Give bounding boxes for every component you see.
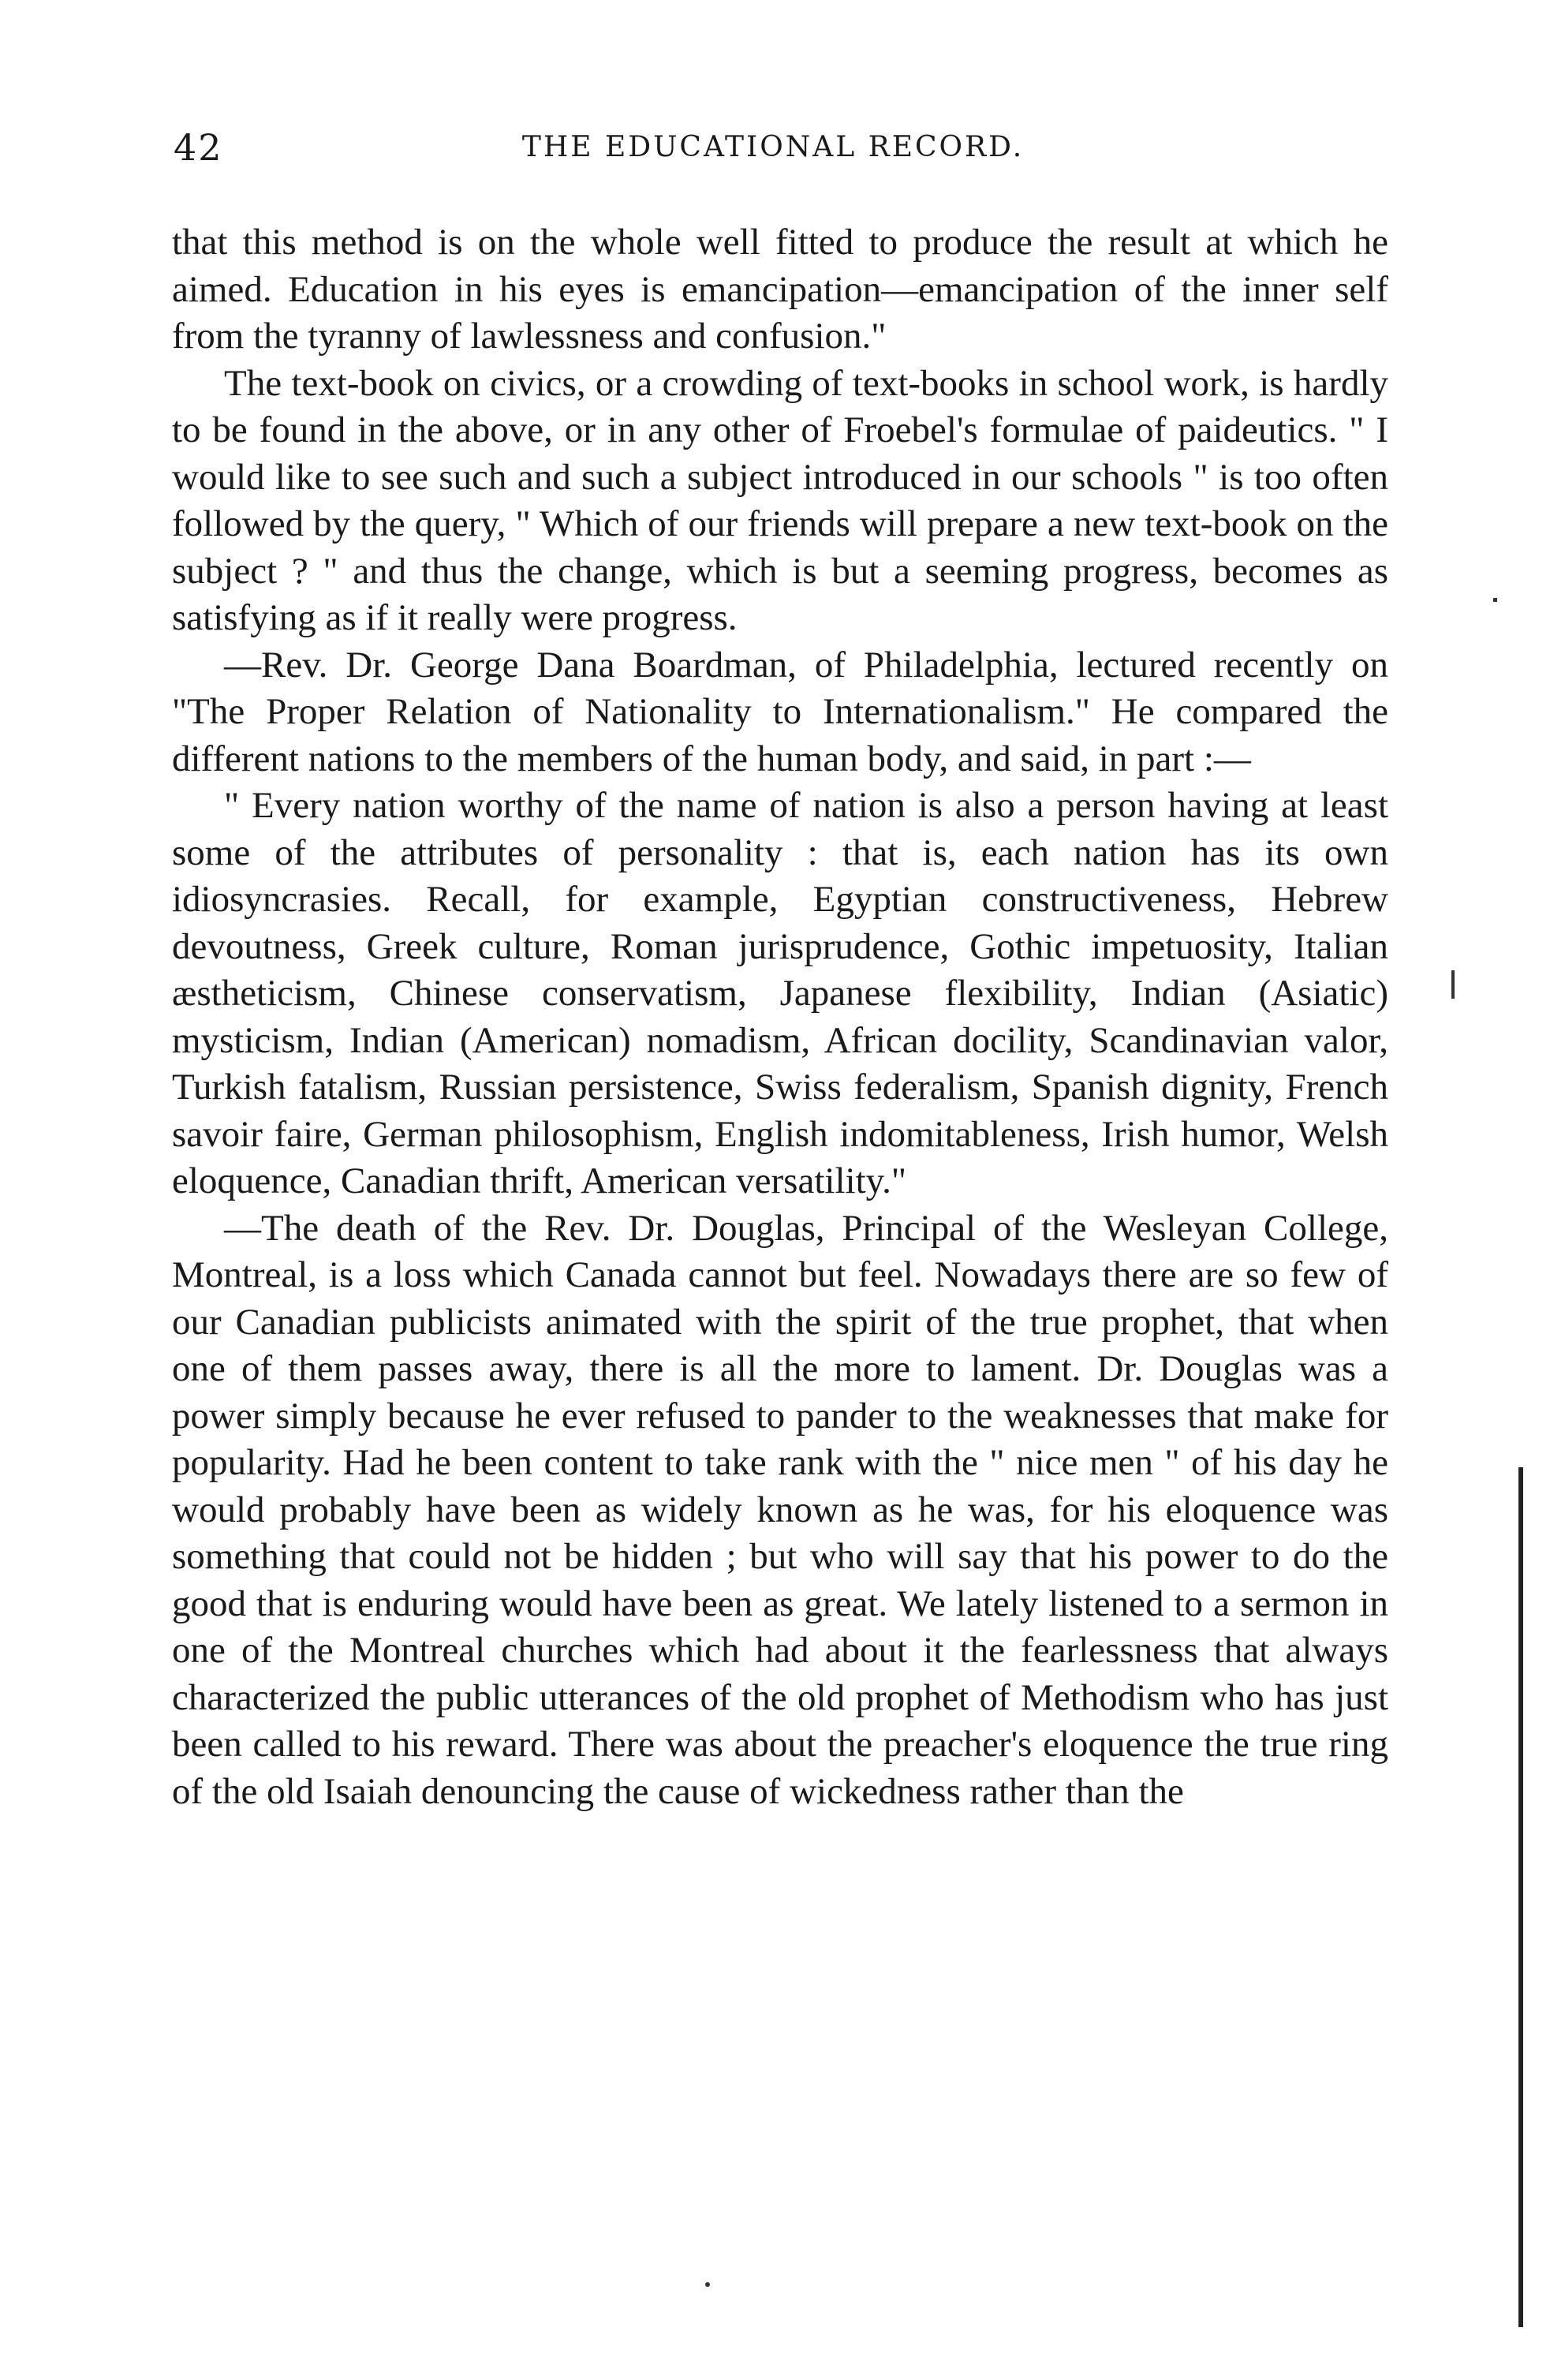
margin-rule <box>1518 1467 1523 2327</box>
page-dot <box>705 2282 710 2287</box>
paragraph-boardman-quote: " Every nation worthy of the name of nation is also a person having at least some of the attributes of personality : that is, each nation has its own idiosyncrasies. Recall, for example, Egyptian constructiveness, Hebrew devoutness, Greek culture, Roman jurisprudence, Gothic impetuosity, Italian æstheticism, Chinese conservatism, Japanese flexibility, Indian (Asiatic) mysticism, Indian (American) nomadism, African docility, Scandinavian valor, Turkish fatalism, Russian persistence, Swiss federalism, Spanish dignity, French savoir faire, German philosophism, English indomitableness, Irish humor, Welsh eloquence, Canadian thrift, American versatility." <box>172 785 1388 1201</box>
running-header <box>158 126 1388 174</box>
page-number: 42 <box>174 126 223 169</box>
paragraph-douglas-obituary: —The death of the Rev. Dr. Douglas, Principal of the Wesleyan College, Montreal, is a loss which Canada cannot but feel. Nowadays there are so few of our Canadian publicists animated with the spirit of the true prophet, that when one of them passes away, there is all the more to lament. Dr. Douglas was a power simply because he ever refused to pander to the weaknesses that make for popularity. Had he been content to take rank with the " nice men " of his day he would probably have been as widely known as he was, for his eloquence was something that could not be hidden ; but who will say that his power to do the good that is enduring would have been as great. We lately listened to a sermon in one of the Montreal churches which had about it the fearlessness that always characterized the public utterances of the old prophet of Methodism who has just been called to his reward. There was about the preacher's eloquence the true ring of the old Isaiah denouncing the cause of wickedness rather than the <box>172 1207 1388 1812</box>
paragraph-textbook-civics: The text-book on civics, or a crowding of text-books in school work, is hardly to be found in the above, or in any other of Froebel's formulae of paideutics. " I would like to see such and such a subject introduced in our schools " is too often followed by the query, " Which of our friends will prepare a new text-book on the subject ? " and thus the change, which is but a seeming progress, becomes as satisfying as if it really were progress. <box>172 362 1388 638</box>
paragraph-continuation: that this method is on the whole well fitted to produce the result at which he aimed. Education in his eyes is emancipation—emancipation of the inner self from the tyranny of lawlessness and confusion." <box>172 222 1388 357</box>
paragraph-boardman-lecture: —Rev. Dr. George Dana Boardman, of Philadelphia, lectured recently on "The Proper Relation of Nationality to Internationalism." He compared the different nations to the members of the human body, and said, in part :— <box>172 644 1388 779</box>
running-title: THE EDUCATIONAL RECORD. <box>521 131 1025 163</box>
body-text <box>172 219 1388 1815</box>
margin-mark <box>1451 970 1455 999</box>
margin-mark <box>1493 598 1497 602</box>
